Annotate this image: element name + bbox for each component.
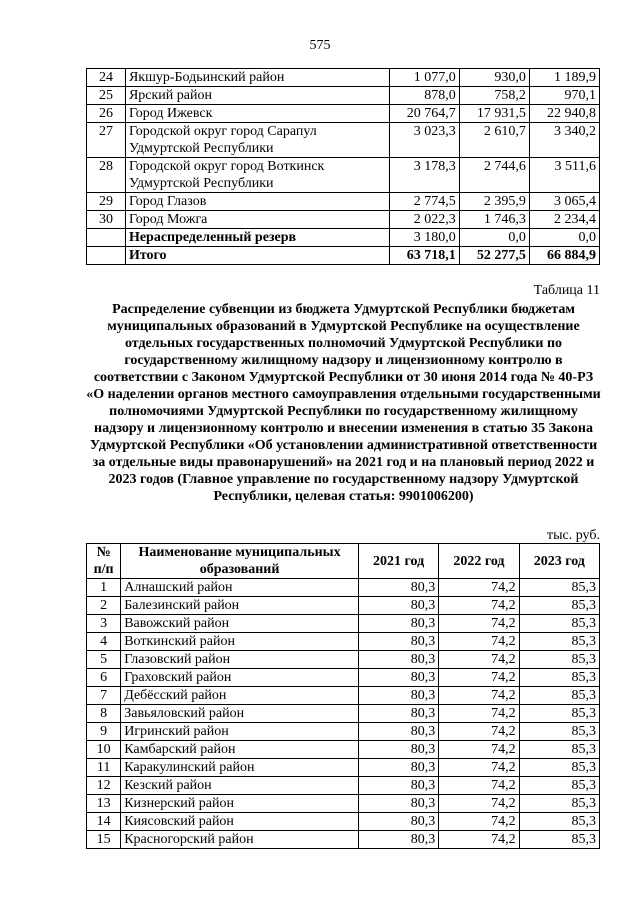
cell-v2023: 85,3 [519,597,599,615]
cell-v2021: 20 764,7 [389,105,459,123]
units-label: тыс. руб. [547,528,600,543]
total-row [87,247,600,265]
cell-num: 4 [87,633,121,651]
cell-v2022: 52 277,5 [459,247,529,265]
cell-v2023: 85,3 [519,633,599,651]
cell-v2023: 3 511,6 [529,158,599,193]
cell-v2021: 80,3 [358,597,438,615]
table-row [87,158,600,193]
table-row [87,193,600,211]
cell-v2023: 85,3 [519,579,599,597]
cell-name: Красногорский район [121,831,359,849]
cell-num: 14 [87,813,121,831]
cell-name: Киясовский район [121,813,359,831]
cell-v2022: 74,2 [439,597,519,615]
cell-name: Город Глазов [125,193,389,211]
cell-v2021: 80,3 [358,723,438,741]
cell-name: Дебёсский район [121,687,359,705]
header-2021: 2021 год [358,544,438,579]
page-number: 575 [309,38,331,53]
cell-name: Камбарский район [121,741,359,759]
cell-v2023: 85,3 [519,813,599,831]
cell-num: 5 [87,651,121,669]
cell-num: 28 [87,158,126,193]
cell-v2022: 74,2 [439,723,519,741]
cell-v2022: 2 610,7 [459,123,529,158]
table-row [87,633,600,651]
cell-num: 11 [87,759,121,777]
table-row [87,615,600,633]
cell-v2023: 3 065,4 [529,193,599,211]
cell-v2021: 80,3 [358,669,438,687]
cell-v2021: 2 774,5 [389,193,459,211]
cell-v2023: 85,3 [519,777,599,795]
table-row [87,795,600,813]
cell-v2021: 63 718,1 [389,247,459,265]
cell-v2022: 74,2 [439,579,519,597]
cell-v2022: 1 746,3 [459,211,529,229]
table-row [87,105,600,123]
cell-v2022: 2 395,9 [459,193,529,211]
cell-name: Якшур-Бодьинский район [125,69,389,87]
cell-v2022: 74,2 [439,615,519,633]
table-row [87,705,600,723]
cell-v2023: 85,3 [519,795,599,813]
header-num: № п/п [87,544,121,579]
header-2023: 2023 год [519,544,599,579]
cell-v2022: 74,2 [439,813,519,831]
table-row [87,87,600,105]
cell-v2021: 80,3 [358,741,438,759]
cell-name: Глазовский район [121,651,359,669]
cell-v2022: 74,2 [439,669,519,687]
table-row [87,723,600,741]
cell-name: Завьяловский район [121,705,359,723]
table-row [87,759,600,777]
cell-num: 26 [87,105,126,123]
cell-v2023: 66 884,9 [529,247,599,265]
cell-num [87,247,126,265]
cell-v2021: 3 178,3 [389,158,459,193]
cell-v2023: 85,3 [519,651,599,669]
table-row [87,229,600,247]
cell-name: Кезский район [121,777,359,795]
cell-num: 13 [87,795,121,813]
cell-num: 27 [87,123,126,158]
cell-v2023: 85,3 [519,759,599,777]
cell-v2021: 3 023,3 [389,123,459,158]
cell-v2022: 74,2 [439,759,519,777]
cell-v2021: 878,0 [389,87,459,105]
cell-num: 25 [87,87,126,105]
table-heading: Распределение субвенции из бюджета Удмуртской Республики бюджетам муниципальных образований в Удмуртской Республике на осуществление отдельных государственных полномочий Удмуртской Республики по государственному жилищному надзору и лицензионному контролю в соответствии с Законом Удмуртской Республики от 30 июня 2014 года № 40-РЗ «О наделении органов местного самоуправления отдельными государственными полномочиями Удмуртской Республики по государственному жилищному надзору и лицензионному контролю и внесении изменения в статью 35 Закона Удмуртской Республики «Об установлении административной ответственности за отдельные виды правонарушений» на 2021 год и на плановый период 2022 и 2023 годов (Главное управление по государственному надзору Удмуртской Республики, целевая статья: 9901006200) [86,302,601,504]
cell-num: 12 [87,777,121,795]
cell-v2023: 2 234,4 [529,211,599,229]
cell-num [87,229,126,247]
cell-v2021: 80,3 [358,615,438,633]
cell-v2022: 17 931,5 [459,105,529,123]
cell-name: Ярский район [125,87,389,105]
cell-v2022: 74,2 [439,633,519,651]
cell-name: Город Ижевск [125,105,389,123]
cell-v2021: 80,3 [358,813,438,831]
subvention-table [86,543,600,849]
table-row [87,211,600,229]
table-row [87,777,600,795]
cell-v2021: 80,3 [358,687,438,705]
cell-v2023: 85,3 [519,705,599,723]
cell-v2023: 0,0 [529,229,599,247]
cell-name: Город Можга [125,211,389,229]
cell-name: Балезинский район [121,597,359,615]
cell-v2022: 74,2 [439,705,519,723]
table-caption: Таблица 11 [533,283,600,298]
cell-v2023: 85,3 [519,687,599,705]
cell-v2021: 80,3 [358,831,438,849]
cell-num: 1 [87,579,121,597]
cell-num: 2 [87,597,121,615]
table-row [87,597,600,615]
cell-v2022: 74,2 [439,831,519,849]
cell-v2021: 80,3 [358,795,438,813]
cell-v2023: 85,3 [519,831,599,849]
cell-v2021: 80,3 [358,633,438,651]
cell-v2021: 80,3 [358,579,438,597]
cell-name: Кизнерский район [121,795,359,813]
cell-v2021: 2 022,3 [389,211,459,229]
cell-name: Воткинский район [121,633,359,651]
cell-v2023: 85,3 [519,615,599,633]
header-2022: 2022 год [439,544,519,579]
cell-num: 30 [87,211,126,229]
cell-v2022: 930,0 [459,69,529,87]
table-row [87,813,600,831]
cell-num: 7 [87,687,121,705]
cell-v2021: 80,3 [358,777,438,795]
cell-name: Каракулинский район [121,759,359,777]
cell-v2021: 3 180,0 [389,229,459,247]
cell-num: 24 [87,69,126,87]
table-header-row [87,544,600,579]
table-row [87,669,600,687]
cell-v2023: 1 189,9 [529,69,599,87]
cell-name: Итого [125,247,389,265]
cell-num: 6 [87,669,121,687]
table-row [87,579,600,597]
cell-num: 9 [87,723,121,741]
table-row [87,687,600,705]
cell-v2021: 1 077,0 [389,69,459,87]
cell-v2022: 758,2 [459,87,529,105]
cell-v2021: 80,3 [358,651,438,669]
cell-name: Граховский район [121,669,359,687]
cell-v2022: 74,2 [439,651,519,669]
subvention-table-continuation [86,68,600,265]
cell-v2022: 74,2 [439,795,519,813]
header-name: Наименование муниципальных образований [121,544,359,579]
cell-name: Городской округ город Воткинск Удмуртской Республики [125,158,389,193]
cell-v2022: 74,2 [439,687,519,705]
table-row [87,69,600,87]
cell-v2023: 85,3 [519,669,599,687]
cell-num: 10 [87,741,121,759]
cell-v2021: 80,3 [358,759,438,777]
cell-v2022: 0,0 [459,229,529,247]
cell-num: 29 [87,193,126,211]
cell-v2023: 970,1 [529,87,599,105]
cell-v2023: 22 940,8 [529,105,599,123]
cell-num: 15 [87,831,121,849]
cell-v2022: 74,2 [439,741,519,759]
table-row [87,831,600,849]
cell-name: Вавожский район [121,615,359,633]
cell-v2023: 3 340,2 [529,123,599,158]
cell-v2022: 2 744,6 [459,158,529,193]
cell-name: Городской округ город Сарапул Удмуртской Республики [125,123,389,158]
cell-v2023: 85,3 [519,741,599,759]
cell-v2023: 85,3 [519,723,599,741]
cell-v2022: 74,2 [439,777,519,795]
cell-name: Игринский район [121,723,359,741]
cell-num: 8 [87,705,121,723]
cell-name: Нераспределенный резерв [125,229,389,247]
cell-v2021: 80,3 [358,705,438,723]
table-row [87,741,600,759]
table-row [87,651,600,669]
table-row [87,123,600,158]
cell-name: Алнашский район [121,579,359,597]
cell-num: 3 [87,615,121,633]
